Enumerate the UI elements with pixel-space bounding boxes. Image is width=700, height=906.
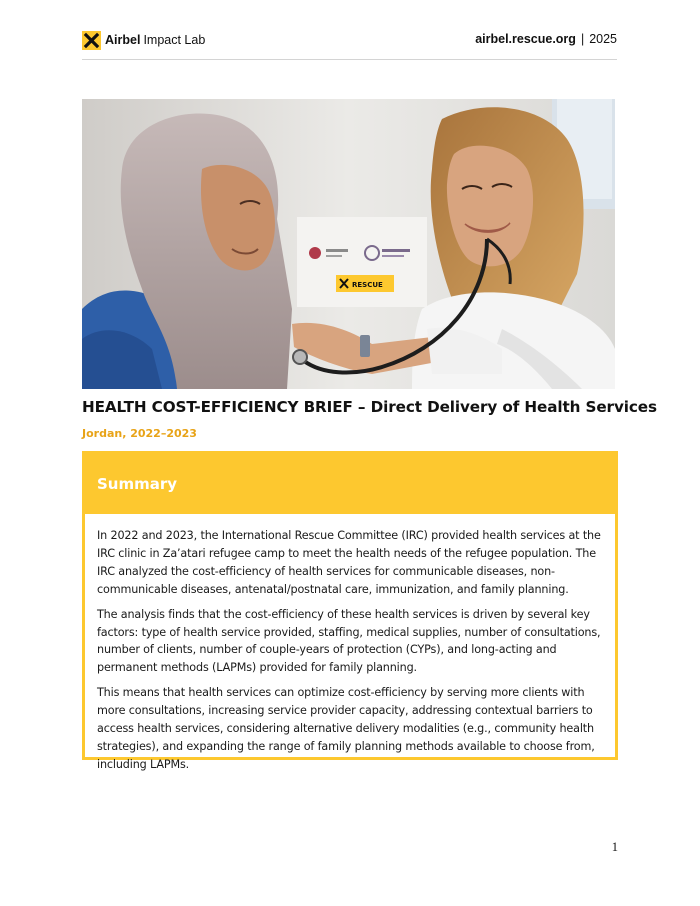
site-info bbox=[475, 32, 617, 46]
site-url: airbel.rescue.org bbox=[475, 32, 576, 46]
airbel-logo bbox=[82, 30, 205, 50]
brand-subname: Impact Lab bbox=[143, 33, 206, 47]
page-subtitle: Jordan, 2022–2023 bbox=[82, 427, 197, 440]
page-number: 1 bbox=[611, 840, 618, 854]
cover-photo bbox=[82, 99, 615, 389]
summary-body bbox=[85, 514, 615, 774]
summary-box bbox=[82, 451, 618, 771]
banner-rescue-text: RESCUE bbox=[352, 281, 383, 289]
brand-name: Airbel bbox=[105, 33, 141, 47]
airbel-x-logo-icon bbox=[82, 31, 101, 50]
summary-heading: Summary bbox=[97, 475, 178, 493]
header-year: 2025 bbox=[589, 32, 617, 46]
summary-paragraph: This means that health services can optimize cost-efficiency by serving more clients with more consultations, increasing service provider capacity, addressing contextual barriers to access health services, considering alternative delivery modalities (e.g., community health strategies), and expanding the range of family planning methods available to choose from, including LAPMs. bbox=[97, 686, 595, 771]
page-title: HEALTH COST-EFFICIENCY BRIEF – Direct Delivery of Health Services bbox=[82, 398, 657, 416]
page-header bbox=[82, 30, 617, 60]
summary-paragraph: In 2022 and 2023, the International Rescue Committee (IRC) provided health services at the IRC clinic in Za’atari refugee camp to meet the health needs of the refugee population. The IRC analyzed the cost-efficiency of health services for communicable diseases, non-communicable diseases, antenatal/postnatal care, immunization, and family planning. bbox=[97, 529, 601, 596]
summary-header bbox=[85, 454, 615, 514]
summary-paragraph: The analysis finds that the cost-efficiency of these health services is driven by several key factors: type of health service provided, staffing, medical supplies, number of consultations, number of clients, number of couple-years of protection (CYPs), and long-acting and permanent methods (LAPMs) provided for family planning. bbox=[97, 607, 601, 675]
cover-photo-illustration bbox=[82, 99, 615, 389]
header-separator: | bbox=[580, 32, 585, 46]
